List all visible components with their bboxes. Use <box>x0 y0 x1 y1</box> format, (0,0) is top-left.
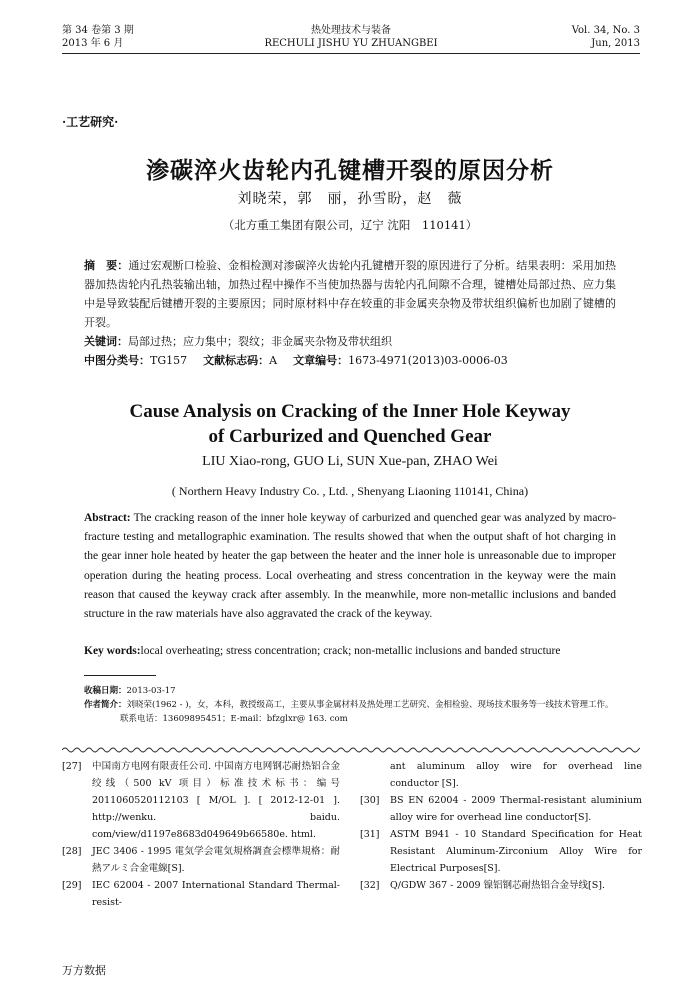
reference-item <box>360 826 642 877</box>
abstract-cn-label: 摘 要： <box>84 259 129 272</box>
reference-number: [28] <box>62 846 82 857</box>
reference-text: Q/GDW 367 - 2009 镍铝钢芯耐热铝合金导线[S]. <box>390 880 605 891</box>
header-volume-en: Vol. 34, No. 3 <box>571 25 640 36</box>
section-label: ·工艺研究· <box>62 115 119 129</box>
header-journal-cn: 热处理技术与装备 <box>311 25 391 36</box>
keywords-en-text: local overheating; stress concentration; crack; non-metallic inclusions and banded structure <box>140 645 561 657</box>
reference-text: IEC 62004 - 2007 International Standard Thermal-resist- <box>92 880 340 908</box>
clc-label: 中图分类号： <box>84 354 150 367</box>
reference-text: BS EN 62004 - 2009 Thermal-resistant aluminium alloy wire for overhead line conductor[S]. <box>390 795 642 823</box>
reference-item <box>62 877 340 911</box>
reference-number: [27] <box>62 761 82 772</box>
footnotes <box>84 684 624 726</box>
keywords-cn-text: 局部过热；应力集中；裂纹；非金属夹杂物及带状组织 <box>128 335 392 348</box>
author-bio <box>84 698 624 712</box>
authors-cn: 刘晓荣，郭 丽，孙雪盼，赵 薇 <box>237 191 463 207</box>
keywords-en-label: Key words: <box>84 645 141 657</box>
abstract-cn <box>84 256 616 332</box>
keywords-cn-label: 关键词： <box>84 335 128 348</box>
article-no-value: 1673-4971(2013)03-0006-03 <box>348 354 508 367</box>
reference-item <box>62 758 340 843</box>
paper-title-cn: 渗碳淬火齿轮内孔键槽开裂的原因分析 <box>146 157 554 184</box>
reference-number: [32] <box>360 880 380 891</box>
wavy-separator <box>62 746 640 754</box>
keywords-cn <box>84 332 616 351</box>
header-journal-info <box>62 24 640 50</box>
received-date <box>84 684 624 698</box>
abstract-en-label: Abstract: <box>84 512 131 524</box>
author-contact: 联系电话：13609895451；E-mail：bfzglxr@ 163. com <box>120 714 348 724</box>
authors-en: LIU Xiao-rong, GUO Li, SUN Xue-pan, ZHAO Wei <box>202 454 498 469</box>
reference-text: 中国南方电网有限责任公司. 中国南方电网钢芯耐热铝合金绞线（500 kV 项目）标准技术标书：编号 2011060520112103 [ M/OL ]. [ 2012-12-01 ]. http://wenku. baidu. com/view/d1197e8683d049649b66580e. html. <box>92 761 340 840</box>
reference-text: ant aluminum alloy wire for overhead line conductor [S]. <box>390 761 642 789</box>
watermark: 万方数据 <box>62 964 106 977</box>
reference-number: [29] <box>62 880 82 891</box>
header-volume-info-en <box>572 24 640 50</box>
abstract-en-text: The cracking reason of the inner hole keyway of carburized and quenched gear was analyzed by macro-fracture testing and metallographic examination. The results showed that when the output shaft of hot charging in the gear inner hole heated by heater the gap between the heater and the inner hole is unreasonable due to improper operation during the heating process. Local overheating and stress concentration in the keyway were the main reason that caused the keyway crack after assembly. In the meanwhile, more non-metallic inclusions and banded structure in the raw materials have also aggravated the crack of the keyway. <box>84 512 616 621</box>
footnote-rule <box>84 675 156 676</box>
paper-title-en <box>0 399 700 449</box>
bio-text: 刘晓荣(1962 - )，女，本科，教授级高工，主要从事金属材料及热处理工艺研究、金相检验、现场技术服务等一线技术管理工作。 <box>126 700 614 710</box>
reference-number: [31] <box>360 829 380 840</box>
doc-code-value: A <box>269 354 278 367</box>
abstract-en <box>84 509 616 624</box>
article-no-label: 文章编号： <box>293 354 349 367</box>
reference-item <box>360 792 642 826</box>
header-date-en: Jun, 2013 <box>591 38 640 49</box>
clc-value: TG157 <box>150 354 188 367</box>
paper-title-en-line2: of Carburized and Quenched Gear <box>208 426 492 447</box>
received-value: 2013-03-17 <box>126 686 176 696</box>
header-volume: 第 34 卷第 3 期 <box>62 25 134 36</box>
affiliation-en: ( Northern Heavy Industry Co. , Ltd. , Shenyang Liaoning 110141, China) <box>171 484 529 498</box>
doc-code-label: 文献标志码： <box>203 354 270 367</box>
header-journal-pinyin: RECHULI JISHU YU ZHUANGBEI <box>264 38 438 49</box>
references-left-column <box>62 758 340 911</box>
reference-text: JEC 3406 - 1995 電気学会電気規格調査会標準規格：耐熱アルミ合金電線[S]. <box>92 846 340 874</box>
keywords-en <box>84 642 616 661</box>
abstract-cn-text: 通过宏观断口检验、金相检测对渗碳淬火齿轮内孔键槽开裂的原因进行了分析。结果表明：采用加热器加热齿轮内孔热装输出轴，加热过程中操作不当使加热器与齿轮内孔间隙不合理，键槽处局部过热、应力集中是导致装配后键槽开裂的主要原因；同时原材料中存在较重的非金属夹杂物及带状组织偏析也加剧了键槽的开裂。 <box>84 259 616 329</box>
reference-item <box>360 877 642 894</box>
bio-label: 作者简介： <box>84 700 127 710</box>
reference-item <box>62 843 340 877</box>
header-date: 2013 年 6 月 <box>62 38 124 49</box>
references-right-column <box>360 758 642 894</box>
paper-title-en-line1: Cause Analysis on Cracking of the Inner Hole Keyway <box>129 401 571 422</box>
affiliation-cn: （北方重工集团有限公司，辽宁 沈阳 110141） <box>222 218 478 232</box>
reference-number: [30] <box>360 795 380 806</box>
reference-text: ASTM B941 - 10 Standard Specification for Heat Resistant Aluminum-Zirconium Alloy Wire for Electrical Purposes[S]. <box>390 829 642 874</box>
header-rule <box>62 53 640 54</box>
received-label: 收稿日期： <box>84 686 127 696</box>
reference-item <box>360 758 642 792</box>
classification-line <box>84 351 616 370</box>
